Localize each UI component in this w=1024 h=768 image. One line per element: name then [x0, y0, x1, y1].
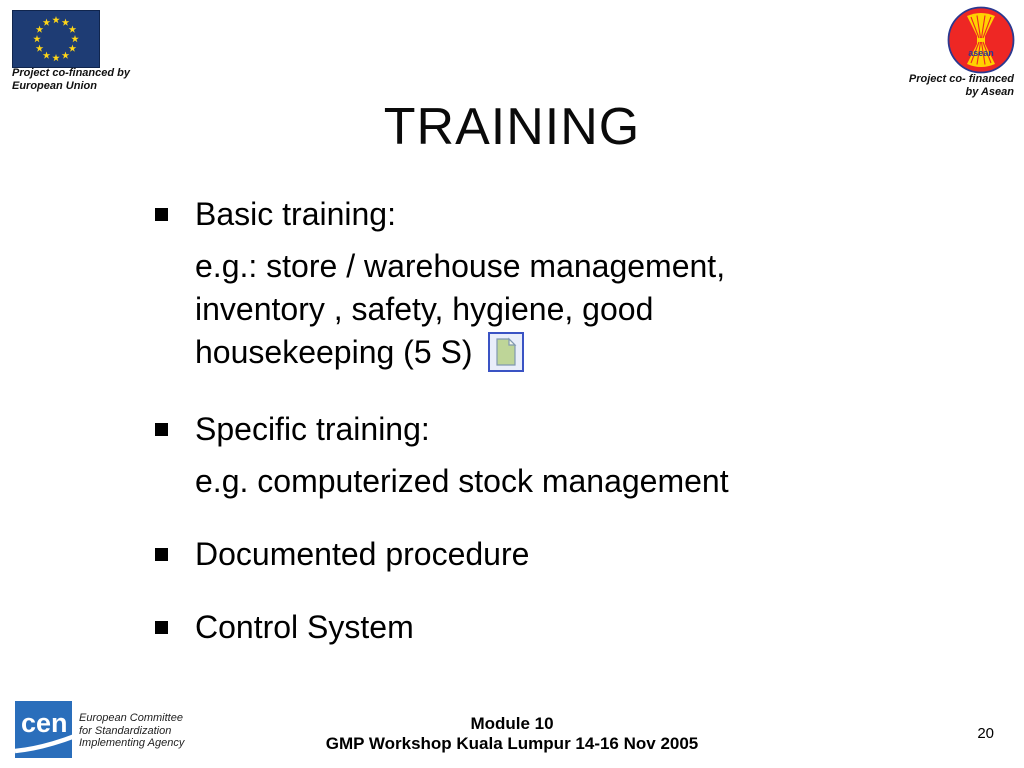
eu-flag-icon: [12, 10, 100, 68]
svg-text:asean: asean: [968, 48, 994, 58]
page-title: TRAINING: [383, 98, 641, 156]
footer-module: Module 10: [470, 714, 554, 733]
bullet-heading: Basic training:: [195, 196, 396, 232]
bullet-square-icon: [155, 208, 168, 221]
asean-caption-line1: Project co- financed: [908, 73, 1014, 85]
asean-caption: [909, 73, 1014, 98]
svg-text:cen: cen: [21, 708, 68, 738]
bullet-heading: Specific training:: [195, 411, 430, 447]
bullet-detail-specific-training: [195, 460, 835, 503]
bullet-square-icon: [155, 423, 168, 436]
bullet-square-icon: [155, 548, 168, 561]
bullet-detail-text: e.g.: store / warehouse management, inventory , safety, hygiene, good housekeeping (5 S): [195, 248, 726, 370]
bullet-item-specific-training: [155, 408, 875, 450]
footer-workshop: GMP Workshop Kuala Lumpur 14-16 Nov 2005: [325, 734, 699, 753]
document-icon: [488, 332, 524, 372]
asean-caption-line2: by Asean: [965, 85, 1014, 98]
cen-caption-line2: for Standardization: [79, 724, 172, 737]
bullet-square-icon: [155, 621, 168, 634]
cen-caption-line3: Implementing Agency: [79, 737, 185, 749]
eu-caption-line2: European Union: [12, 79, 97, 92]
footer-text: [0, 714, 1024, 754]
bullet-heading: Control System: [195, 609, 414, 645]
eu-caption-line1: Project co-financed by: [12, 67, 130, 79]
bullet-item-documented-procedure: [155, 533, 875, 575]
eu-caption: [12, 67, 130, 92]
page-number: 20: [977, 725, 994, 742]
eu-logo-block: [12, 10, 100, 68]
bullet-detail-basic-training: [195, 245, 835, 374]
bullet-item-control-system: [155, 606, 875, 648]
bullet-item-basic-training: [155, 193, 875, 235]
bullet-heading: Documented procedure: [195, 536, 530, 572]
bullet-detail-text: e.g. computerized stock management: [195, 463, 729, 499]
asean-emblem-icon: [946, 5, 1016, 75]
cen-caption-line1: European Committee: [79, 712, 183, 724]
